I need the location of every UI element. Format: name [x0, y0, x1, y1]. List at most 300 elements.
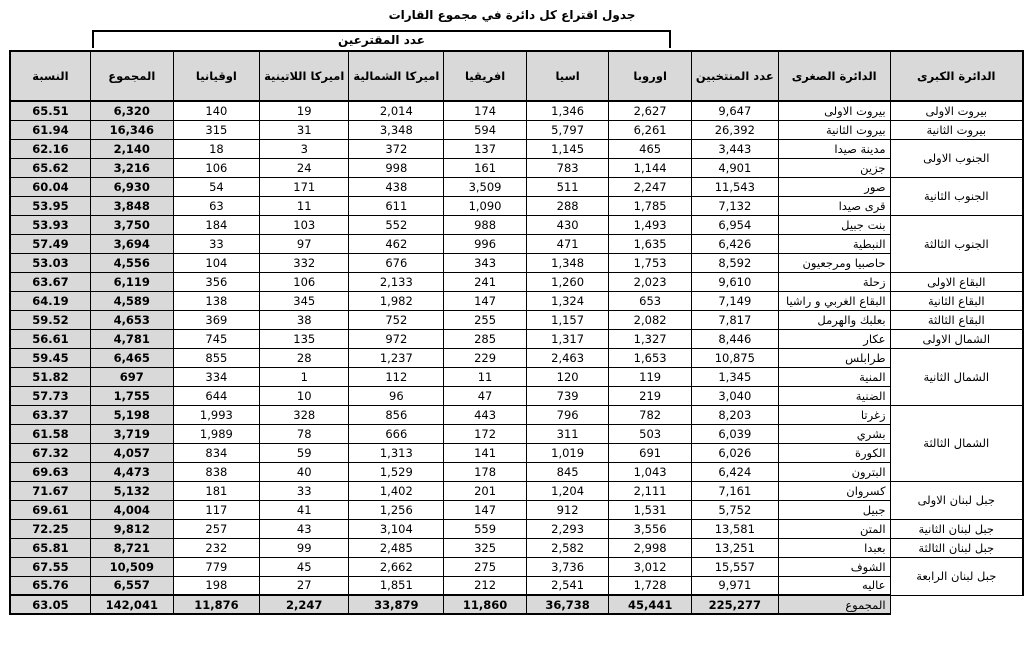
- ratio-cell: 56.61: [10, 329, 90, 348]
- ratio-cell: 51.82: [10, 367, 90, 386]
- europe-cell: 1,043: [609, 462, 692, 481]
- table-row: [10, 348, 1023, 367]
- table-title: جدول اقتراع كل دائرة في مجموع القارات: [388, 8, 636, 22]
- total-cell: 16,346: [90, 120, 173, 139]
- voters-cell: 8,446: [691, 329, 778, 348]
- total-cell: 697: [90, 367, 173, 386]
- col-north-america: اميركا الشمالية: [349, 51, 444, 101]
- latin-america-cell: 31: [260, 120, 349, 139]
- minor-district-cell: الشوف: [778, 557, 890, 576]
- minor-district-cell: الكورة: [778, 443, 890, 462]
- col-latin-america: اميركا اللاتينية: [260, 51, 349, 101]
- table-row: [10, 462, 1023, 481]
- table-row: [10, 481, 1023, 500]
- north-america-cell: 372: [349, 139, 444, 158]
- oceania-cell: 138: [173, 291, 259, 310]
- header-row: [10, 51, 1023, 101]
- europe-cell: 1,635: [609, 234, 692, 253]
- ratio-cell: 71.67: [10, 481, 90, 500]
- minor-district-cell: الضنية: [778, 386, 890, 405]
- voters-cell: 9,971: [691, 576, 778, 595]
- africa-cell: 285: [444, 329, 527, 348]
- asia-cell: 1,324: [526, 291, 609, 310]
- asia-cell: 511: [526, 177, 609, 196]
- col-total: المجموع: [90, 51, 173, 101]
- major-district-cell: الشمال الاولى: [890, 329, 1023, 348]
- minor-district-cell: المنية: [778, 367, 890, 386]
- north-america-cell: 856: [349, 405, 444, 424]
- voters-cell: 8,203: [691, 405, 778, 424]
- oceania-cell: 106: [173, 158, 259, 177]
- major-district-cell: الجنوب الثالثة: [890, 215, 1023, 272]
- voters-cell: 3,040: [691, 386, 778, 405]
- oceania-cell: 184: [173, 215, 259, 234]
- north-america-cell: 1,982: [349, 291, 444, 310]
- minor-district-cell: قرى صيدا: [778, 196, 890, 215]
- asia-cell: 288: [526, 196, 609, 215]
- latin-america-cell: 99: [260, 538, 349, 557]
- latin-america-cell: 38: [260, 310, 349, 329]
- voters-cell: 5,752: [691, 500, 778, 519]
- total-cell: 3,848: [90, 196, 173, 215]
- voters-cell: 7,161: [691, 481, 778, 500]
- ratio-cell: 63.67: [10, 272, 90, 291]
- latin-america-cell: 3: [260, 139, 349, 158]
- major-district-cell: جبل لبنان الثالثة: [890, 538, 1023, 557]
- voters-cell: 7,132: [691, 196, 778, 215]
- asia-cell: 1,145: [526, 139, 609, 158]
- europe-cell: 119: [609, 367, 692, 386]
- table-row: [10, 367, 1023, 386]
- total-cell: 5,132: [90, 481, 173, 500]
- total-cell: 6,119: [90, 272, 173, 291]
- africa-total: 11,860: [444, 595, 527, 614]
- total-cell: 6,465: [90, 348, 173, 367]
- table-row: [10, 443, 1023, 462]
- asia-cell: 1,260: [526, 272, 609, 291]
- col-ratio: النسبة: [10, 51, 90, 101]
- europe-cell: 2,247: [609, 177, 692, 196]
- minor-district-cell: النبطية: [778, 234, 890, 253]
- ratio-cell: 65.76: [10, 576, 90, 595]
- voters-cell: 7,149: [691, 291, 778, 310]
- voters-cell: 4,901: [691, 158, 778, 177]
- ratio-cell: 65.81: [10, 538, 90, 557]
- voters-cell: 10,875: [691, 348, 778, 367]
- table-row: [10, 101, 1023, 120]
- major-district-cell: بيروت الثانية: [890, 120, 1023, 139]
- oceania-cell: 140: [173, 101, 259, 120]
- europe-cell: 3,012: [609, 557, 692, 576]
- ratio-cell: 53.03: [10, 253, 90, 272]
- europe-cell: 1,753: [609, 253, 692, 272]
- europe-cell: 3,556: [609, 519, 692, 538]
- total-cell: 3,750: [90, 215, 173, 234]
- europe-cell: 1,785: [609, 196, 692, 215]
- total-cell: 4,781: [90, 329, 173, 348]
- europe-cell: 2,627: [609, 101, 692, 120]
- total-cell: 5,198: [90, 405, 173, 424]
- oceania-cell: 855: [173, 348, 259, 367]
- minor-district-cell: عكار: [778, 329, 890, 348]
- table-row: [10, 500, 1023, 519]
- asia-cell: 796: [526, 405, 609, 424]
- major-district-cell: الشمال الثانية: [890, 348, 1023, 405]
- africa-cell: 988: [444, 215, 527, 234]
- col-africa: افريقيا: [444, 51, 527, 101]
- oceania-total: 11,876: [173, 595, 259, 614]
- voters-cell: 9,647: [691, 101, 778, 120]
- major-district-cell: الجنوب الثانية: [890, 177, 1023, 215]
- asia-cell: 845: [526, 462, 609, 481]
- north-america-cell: 2,485: [349, 538, 444, 557]
- latin-america-cell: 332: [260, 253, 349, 272]
- africa-cell: 443: [444, 405, 527, 424]
- major-district-cell: البقاع الثالثة: [890, 310, 1023, 329]
- north-america-cell: 112: [349, 367, 444, 386]
- africa-cell: 241: [444, 272, 527, 291]
- voters-cell: 6,026: [691, 443, 778, 462]
- oceania-cell: 18: [173, 139, 259, 158]
- minor-district-cell: مدينة صيدا: [778, 139, 890, 158]
- north-america-cell: 611: [349, 196, 444, 215]
- major-district-cell: الجنوب الاولى: [890, 139, 1023, 177]
- total-cell: 3,719: [90, 424, 173, 443]
- summary-label: المجموع: [778, 595, 890, 614]
- table-row: [10, 158, 1023, 177]
- major-district-cell: جبل لبنان الرابعة: [890, 557, 1023, 595]
- table-row: [10, 310, 1023, 329]
- voters-total: 225,277: [691, 595, 778, 614]
- minor-district-cell: زغرتا: [778, 405, 890, 424]
- voters-cell: 13,251: [691, 538, 778, 557]
- oceania-cell: 1,993: [173, 405, 259, 424]
- asia-cell: 1,346: [526, 101, 609, 120]
- europe-total: 45,441: [609, 595, 692, 614]
- latin-america-total: 2,247: [260, 595, 349, 614]
- oceania-cell: 54: [173, 177, 259, 196]
- table-row: [10, 519, 1023, 538]
- voters-cell: 6,426: [691, 234, 778, 253]
- col-asia: اسيا: [526, 51, 609, 101]
- africa-cell: 137: [444, 139, 527, 158]
- latin-america-cell: 106: [260, 272, 349, 291]
- latin-america-cell: 33: [260, 481, 349, 500]
- oceania-cell: 779: [173, 557, 259, 576]
- latin-america-cell: 43: [260, 519, 349, 538]
- minor-district-cell: زحلة: [778, 272, 890, 291]
- asia-cell: 2,463: [526, 348, 609, 367]
- asia-total: 36,738: [526, 595, 609, 614]
- election-table: [9, 50, 1024, 615]
- latin-america-cell: 345: [260, 291, 349, 310]
- table-row: [10, 557, 1023, 576]
- voters-cell: 13,581: [691, 519, 778, 538]
- oceania-cell: 315: [173, 120, 259, 139]
- europe-cell: 1,728: [609, 576, 692, 595]
- africa-cell: 161: [444, 158, 527, 177]
- ratio-cell: 65.51: [10, 101, 90, 120]
- table-row: [10, 234, 1023, 253]
- oceania-cell: 63: [173, 196, 259, 215]
- ratio-cell: 62.16: [10, 139, 90, 158]
- asia-cell: 912: [526, 500, 609, 519]
- europe-cell: 219: [609, 386, 692, 405]
- europe-cell: 465: [609, 139, 692, 158]
- oceania-cell: 181: [173, 481, 259, 500]
- europe-cell: 653: [609, 291, 692, 310]
- table-row: [10, 291, 1023, 310]
- asia-cell: 311: [526, 424, 609, 443]
- latin-america-cell: 41: [260, 500, 349, 519]
- asia-cell: 783: [526, 158, 609, 177]
- oceania-cell: 369: [173, 310, 259, 329]
- asia-cell: 1,317: [526, 329, 609, 348]
- minor-district-cell: البقاع الغربي و راشيا: [778, 291, 890, 310]
- africa-cell: 178: [444, 462, 527, 481]
- asia-cell: 3,736: [526, 557, 609, 576]
- total-cell: 10,509: [90, 557, 173, 576]
- voters-cell: 26,392: [691, 120, 778, 139]
- oceania-cell: 104: [173, 253, 259, 272]
- ratio-cell: 61.94: [10, 120, 90, 139]
- total-cell: 4,004: [90, 500, 173, 519]
- africa-cell: 201: [444, 481, 527, 500]
- africa-cell: 147: [444, 500, 527, 519]
- north-america-total: 33,879: [349, 595, 444, 614]
- total-cell: 6,930: [90, 177, 173, 196]
- north-america-cell: 552: [349, 215, 444, 234]
- europe-cell: 503: [609, 424, 692, 443]
- ratio-cell: 67.55: [10, 557, 90, 576]
- table-row: [10, 538, 1023, 557]
- table-row: [10, 196, 1023, 215]
- total-cell: 8,721: [90, 538, 173, 557]
- europe-cell: 1,653: [609, 348, 692, 367]
- table-row: [10, 139, 1023, 158]
- total-cell: 6,320: [90, 101, 173, 120]
- table-row: [10, 386, 1023, 405]
- north-america-cell: 1,313: [349, 443, 444, 462]
- asia-cell: 739: [526, 386, 609, 405]
- north-america-cell: 1,851: [349, 576, 444, 595]
- oceania-cell: 834: [173, 443, 259, 462]
- minor-district-cell: بيروت الاولى: [778, 101, 890, 120]
- oceania-cell: 257: [173, 519, 259, 538]
- latin-america-cell: 27: [260, 576, 349, 595]
- asia-cell: 2,541: [526, 576, 609, 595]
- table-row: [10, 424, 1023, 443]
- asia-cell: 1,157: [526, 310, 609, 329]
- voters-cell: 15,557: [691, 557, 778, 576]
- voters-cell: 3,443: [691, 139, 778, 158]
- minor-district-cell: المتن: [778, 519, 890, 538]
- latin-america-cell: 103: [260, 215, 349, 234]
- latin-america-cell: 171: [260, 177, 349, 196]
- europe-cell: 1,493: [609, 215, 692, 234]
- minor-district-cell: طرابلس: [778, 348, 890, 367]
- africa-cell: 11: [444, 367, 527, 386]
- latin-america-cell: 1: [260, 367, 349, 386]
- grand-total: 142,041: [90, 595, 173, 614]
- minor-district-cell: بيروت الثانية: [778, 120, 890, 139]
- table-body: [10, 101, 1023, 614]
- ratio-cell: 59.52: [10, 310, 90, 329]
- ratio-cell: 64.19: [10, 291, 90, 310]
- ratio-cell: 69.61: [10, 500, 90, 519]
- africa-cell: 343: [444, 253, 527, 272]
- north-america-cell: 1,256: [349, 500, 444, 519]
- total-cell: 4,653: [90, 310, 173, 329]
- africa-cell: 229: [444, 348, 527, 367]
- latin-america-cell: 45: [260, 557, 349, 576]
- europe-cell: 2,998: [609, 538, 692, 557]
- table-row: [10, 405, 1023, 424]
- col-voters: عدد المنتخبين: [691, 51, 778, 101]
- col-oceania: اوقيانيا: [173, 51, 259, 101]
- col-europe: اوروبا: [609, 51, 692, 101]
- table-row: [10, 253, 1023, 272]
- total-cell: 6,557: [90, 576, 173, 595]
- north-america-cell: 2,133: [349, 272, 444, 291]
- north-america-cell: 3,104: [349, 519, 444, 538]
- minor-district-cell: بعلبك والهرمل: [778, 310, 890, 329]
- asia-cell: 1,019: [526, 443, 609, 462]
- ratio-cell: 59.45: [10, 348, 90, 367]
- africa-cell: 559: [444, 519, 527, 538]
- summary-row: [10, 595, 1023, 614]
- latin-america-cell: 19: [260, 101, 349, 120]
- ratio-cell: 72.25: [10, 519, 90, 538]
- europe-cell: 6,261: [609, 120, 692, 139]
- major-district-cell: البقاع الاولى: [890, 272, 1023, 291]
- ratio-cell: 65.62: [10, 158, 90, 177]
- north-america-cell: 2,662: [349, 557, 444, 576]
- north-america-cell: 1,529: [349, 462, 444, 481]
- ratio-cell: 53.93: [10, 215, 90, 234]
- voters-cell: 6,954: [691, 215, 778, 234]
- minor-district-cell: بعبدا: [778, 538, 890, 557]
- europe-cell: 2,082: [609, 310, 692, 329]
- africa-cell: 325: [444, 538, 527, 557]
- north-america-cell: 96: [349, 386, 444, 405]
- minor-district-cell: جزين: [778, 158, 890, 177]
- ratio-cell: 61.58: [10, 424, 90, 443]
- latin-america-cell: 59: [260, 443, 349, 462]
- ratio-cell: 69.63: [10, 462, 90, 481]
- major-district-cell: الشمال الثالثة: [890, 405, 1023, 481]
- asia-cell: 1,204: [526, 481, 609, 500]
- north-america-cell: 438: [349, 177, 444, 196]
- minor-district-cell: بنت جبيل: [778, 215, 890, 234]
- oceania-cell: 117: [173, 500, 259, 519]
- asia-cell: 120: [526, 367, 609, 386]
- minor-district-cell: البترون: [778, 462, 890, 481]
- minor-district-cell: عاليه: [778, 576, 890, 595]
- north-america-cell: 676: [349, 253, 444, 272]
- major-district-cell: جبل لبنان الثانية: [890, 519, 1023, 538]
- latin-america-cell: 328: [260, 405, 349, 424]
- north-america-cell: 1,402: [349, 481, 444, 500]
- africa-cell: 594: [444, 120, 527, 139]
- table-row: [10, 120, 1023, 139]
- north-america-cell: 752: [349, 310, 444, 329]
- total-cell: 3,216: [90, 158, 173, 177]
- minor-district-cell: كسروان: [778, 481, 890, 500]
- asia-cell: 2,582: [526, 538, 609, 557]
- voters-group-header: عدد المقترعين: [92, 30, 671, 48]
- africa-cell: 212: [444, 576, 527, 595]
- ratio-cell: 63.37: [10, 405, 90, 424]
- africa-cell: 1,090: [444, 196, 527, 215]
- ratio-cell: 67.32: [10, 443, 90, 462]
- minor-district-cell: حاصبيا ومرجعيون: [778, 253, 890, 272]
- summary-blank: [890, 595, 1023, 614]
- asia-cell: 5,797: [526, 120, 609, 139]
- europe-cell: 1,144: [609, 158, 692, 177]
- asia-cell: 430: [526, 215, 609, 234]
- africa-cell: 172: [444, 424, 527, 443]
- north-america-cell: 1,237: [349, 348, 444, 367]
- africa-cell: 255: [444, 310, 527, 329]
- asia-cell: 2,293: [526, 519, 609, 538]
- oceania-cell: 745: [173, 329, 259, 348]
- table-row: [10, 329, 1023, 348]
- latin-america-cell: 28: [260, 348, 349, 367]
- africa-cell: 147: [444, 291, 527, 310]
- africa-cell: 47: [444, 386, 527, 405]
- latin-america-cell: 24: [260, 158, 349, 177]
- latin-america-cell: 135: [260, 329, 349, 348]
- minor-district-cell: جبيل: [778, 500, 890, 519]
- voters-cell: 6,424: [691, 462, 778, 481]
- north-america-cell: 462: [349, 234, 444, 253]
- north-america-cell: 666: [349, 424, 444, 443]
- europe-cell: 2,023: [609, 272, 692, 291]
- ratio-cell: 53.95: [10, 196, 90, 215]
- major-district-cell: جبل لبنان الاولى: [890, 481, 1023, 519]
- oceania-cell: 33: [173, 234, 259, 253]
- total-cell: 4,057: [90, 443, 173, 462]
- voters-cell: 11,543: [691, 177, 778, 196]
- minor-district-cell: بشري: [778, 424, 890, 443]
- voters-cell: 8,592: [691, 253, 778, 272]
- oceania-cell: 198: [173, 576, 259, 595]
- ratio-cell: 57.73: [10, 386, 90, 405]
- north-america-cell: 2,014: [349, 101, 444, 120]
- latin-america-cell: 10: [260, 386, 349, 405]
- ratio-cell: 57.49: [10, 234, 90, 253]
- north-america-cell: 998: [349, 158, 444, 177]
- total-cell: 3,694: [90, 234, 173, 253]
- africa-cell: 174: [444, 101, 527, 120]
- total-cell: 2,140: [90, 139, 173, 158]
- europe-cell: 1,327: [609, 329, 692, 348]
- latin-america-cell: 11: [260, 196, 349, 215]
- oceania-cell: 232: [173, 538, 259, 557]
- europe-cell: 691: [609, 443, 692, 462]
- africa-cell: 141: [444, 443, 527, 462]
- africa-cell: 3,509: [444, 177, 527, 196]
- voters-cell: 6,039: [691, 424, 778, 443]
- latin-america-cell: 78: [260, 424, 349, 443]
- africa-cell: 275: [444, 557, 527, 576]
- total-cell: 4,473: [90, 462, 173, 481]
- table-row: [10, 177, 1023, 196]
- oceania-cell: 1,989: [173, 424, 259, 443]
- asia-cell: 471: [526, 234, 609, 253]
- col-major-district: الدائرة الكبرى: [890, 51, 1023, 101]
